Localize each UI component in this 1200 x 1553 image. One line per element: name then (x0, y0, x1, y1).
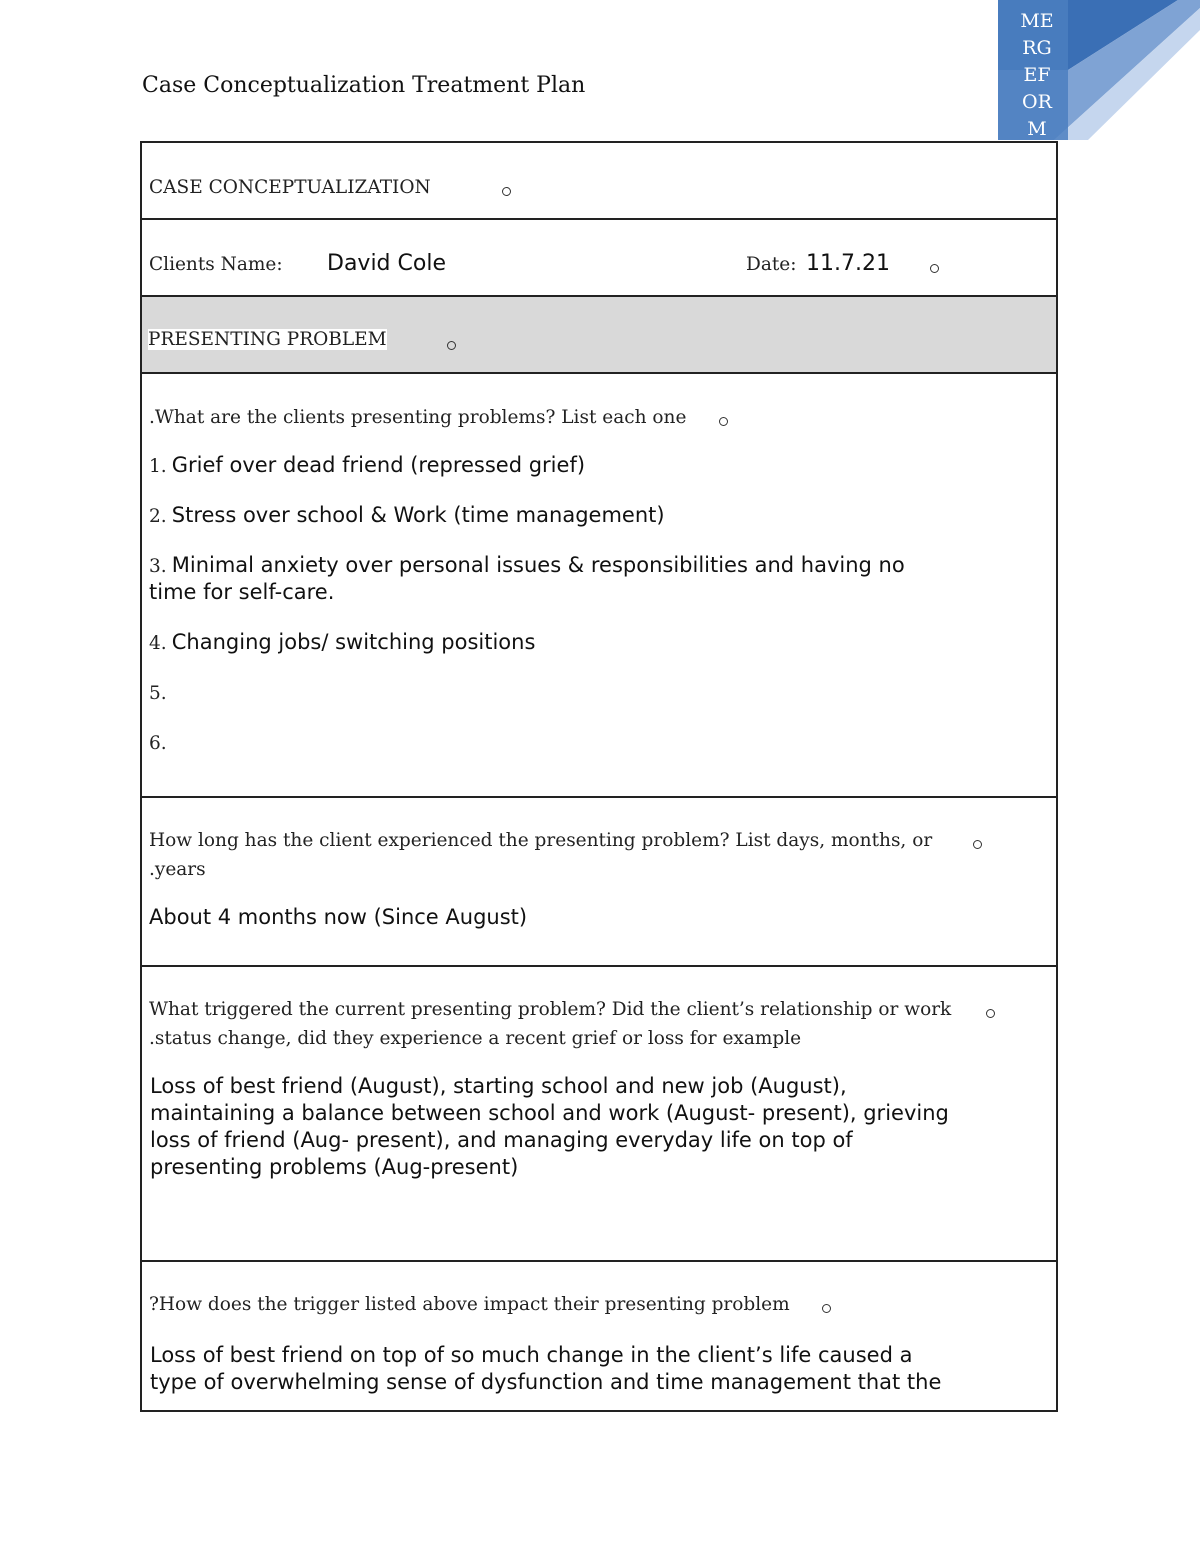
problem-number: 4. (149, 633, 167, 654)
trigger-answer-line: presenting problems (Aug-present) (150, 1155, 519, 1179)
logo-line: ME (1020, 10, 1054, 32)
problem-item (149, 729, 167, 756)
problem-text-continued[interactable]: time for self-care. (149, 580, 335, 604)
logo-line: RG (1022, 37, 1052, 59)
bullet-icon (930, 264, 939, 273)
date-value[interactable]: 11.7.21 (806, 251, 890, 276)
document-title: Case Conceptualization Treatment Plan (142, 73, 586, 98)
trigger-answer-line: maintaining a balance between school and work (August- present), grieving (150, 1101, 949, 1125)
impact-answer-line: Loss of best friend on top of so much change in the client’s life caused a (150, 1343, 913, 1367)
problem-number: 2. (149, 506, 167, 527)
trigger-question-continued: .status change, did they experience a recent grief or loss for example (149, 1028, 802, 1049)
problem-item (149, 679, 167, 706)
problem-text[interactable]: Minimal anxiety over personal issues & responsibilities and having no (171, 553, 905, 577)
client-name-value[interactable]: David Cole (327, 251, 446, 276)
logo-text (1006, 8, 1068, 140)
impact-question: ?How does the trigger listed above impact their presenting problem (149, 1294, 790, 1315)
trigger-answer-line: loss of friend (Aug- present), and managing everyday life on top of (150, 1128, 853, 1152)
presenting-problem-header: PRESENTING PROBLEM (148, 329, 387, 350)
bullet-icon (986, 1009, 995, 1018)
impact-answer[interactable] (150, 1342, 1050, 1396)
trigger-question: What triggered the current presenting problem? Did the client’s relationship or work (149, 999, 952, 1020)
problem-item (149, 502, 665, 529)
problem-number: 1. (149, 456, 167, 477)
presenting-problem-header-row (142, 297, 1056, 374)
section-header-row (142, 143, 1056, 220)
duration-question-continued: .years (149, 859, 206, 880)
problem-text[interactable]: Stress over school & Work (time management) (171, 503, 665, 527)
problem-number: 3. (149, 556, 167, 577)
problems-list-row (142, 374, 1056, 798)
logo-line: OR (1022, 91, 1052, 113)
impact-row (142, 1262, 1056, 1412)
problem-number: 6. (149, 733, 167, 754)
duration-row (142, 798, 1056, 967)
problem-item (149, 552, 1029, 606)
problem-item (149, 452, 585, 479)
trigger-answer-line: Loss of best friend (August), starting school and new job (August), (150, 1074, 847, 1098)
bullet-icon (502, 187, 511, 196)
client-name-label: Clients Name: (149, 254, 283, 275)
problems-question: .What are the clients presenting problems? List each one (149, 407, 687, 428)
bullet-icon (447, 341, 456, 350)
section-header: CASE CONCEPTUALIZATION (149, 177, 431, 198)
problem-item (149, 629, 535, 656)
logo-line: M (1027, 118, 1047, 140)
duration-question: How long has the client experienced the presenting problem? List days, months, or (149, 830, 933, 851)
problem-text[interactable]: Grief over dead friend (repressed grief) (171, 453, 586, 477)
bullet-icon (822, 1304, 831, 1313)
date-label: Date: (746, 254, 797, 275)
trigger-row (142, 967, 1056, 1262)
problem-text[interactable]: Changing jobs/ switching positions (171, 630, 536, 654)
bullet-icon (719, 417, 728, 426)
client-info-row (142, 220, 1056, 297)
trigger-answer[interactable] (150, 1073, 1050, 1181)
logo-line: EF (1023, 64, 1051, 86)
impact-answer-line: type of overwhelming sense of dysfunction and time management that the (150, 1370, 942, 1394)
bullet-icon (973, 840, 982, 849)
problem-number: 5. (149, 683, 167, 704)
case-form (140, 141, 1058, 1412)
duration-answer[interactable]: About 4 months now (Since August) (149, 905, 528, 929)
